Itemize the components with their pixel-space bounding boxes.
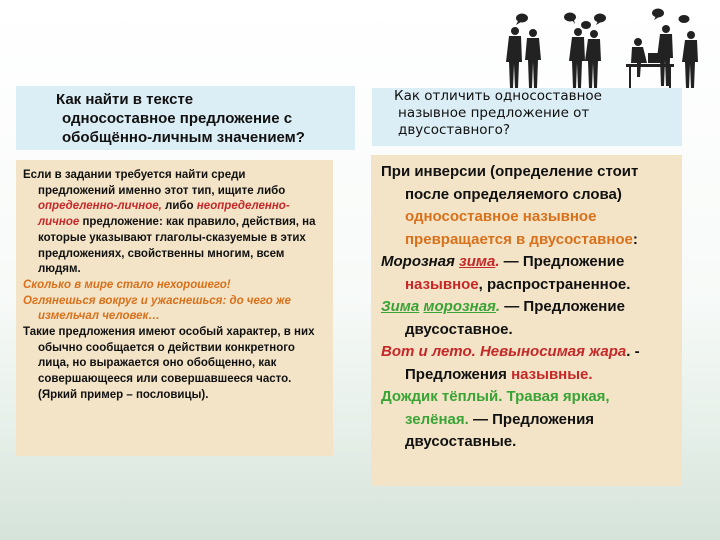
text-run: — Предложения двусоставные. [405, 410, 595, 450]
left-explanation-panel [16, 160, 333, 456]
right-header-line2: назывное предложение от двусоставного? [398, 105, 590, 138]
left-paragraph-1 [23, 168, 325, 278]
text-run: — Предложение [499, 253, 625, 270]
text-run: При инверсии (определение стоит после определяемого слова) [381, 163, 639, 203]
text-run: , распространенное. [478, 275, 631, 293]
underlined-predicate: морозная [423, 298, 496, 315]
right-rule-paragraph [381, 161, 676, 251]
left-header-line2: односоставное предложение с обобщённо-личным значением? [62, 110, 305, 146]
example-sentence-1: Сколько в мире стало нехорошего! [23, 278, 231, 291]
right-explanation-panel [371, 155, 682, 486]
term-nominative: назывное [405, 275, 479, 293]
text-run: Если в задании требуется найти среди предложений именно этот тип, ищите либо [23, 169, 286, 197]
underlined-subject: зима [459, 253, 496, 270]
example-vot-i-leto [381, 341, 676, 386]
term-definite-personal: определенно-личное, [38, 200, 162, 213]
example-moroznaya-zima [381, 251, 676, 296]
text-run: . - Предложения [405, 343, 640, 383]
highlight-transformation: односоставное назывное превращается в двусоставное [405, 208, 633, 248]
example-two-part-sentences: Дождик тёплый. Травая яркая, зелёная. [381, 388, 610, 428]
text-run: либо [161, 200, 197, 213]
term-nominative-plural: назывные. [511, 365, 593, 383]
example-nominative-sentences: Вот и лето. Невыносимая жара [381, 343, 627, 360]
person-silhouette [525, 29, 541, 88]
left-paragraph-2: Такие предложения имеют особый характер, в них обычно сообщается о действии конкретного лица, но выражается оно обобщенно, как совершающееся или совершавшееся часто. (Яркий пример – пословицы). [23, 326, 315, 401]
text-run: . [495, 298, 501, 315]
right-question-header [372, 88, 682, 146]
underlined-subject: Зима [381, 298, 420, 315]
example-sentence-2: Оглянешься вокруг и ужаснешься: до чего же измельчал человек… [23, 294, 291, 323]
text-run: . [495, 253, 500, 270]
left-header-line1: Как найти в тексте [56, 91, 194, 108]
left-question-header [16, 86, 355, 150]
text-run: Морозная [381, 253, 460, 270]
text-run: предложение: как правило, действия, на которые указывают глаголы-сказуемые в этих предложениях, свойственны многим, всем людям. [38, 216, 316, 276]
business-people-illustration [488, 8, 713, 90]
person-silhouette [585, 30, 601, 88]
term-indefinite-personal: неопределенно-личное [38, 200, 290, 229]
person-silhouette [569, 28, 585, 88]
text-run: : [632, 230, 638, 248]
right-header-line1: Как отличить односоставное [394, 88, 602, 104]
example-zima-moroznaya [381, 296, 676, 341]
person-silhouette [506, 27, 522, 88]
text-run: — Предложение двусоставное. [405, 298, 625, 338]
person-silhouette [682, 31, 698, 88]
example-dozhdik-teplyi [381, 386, 676, 454]
